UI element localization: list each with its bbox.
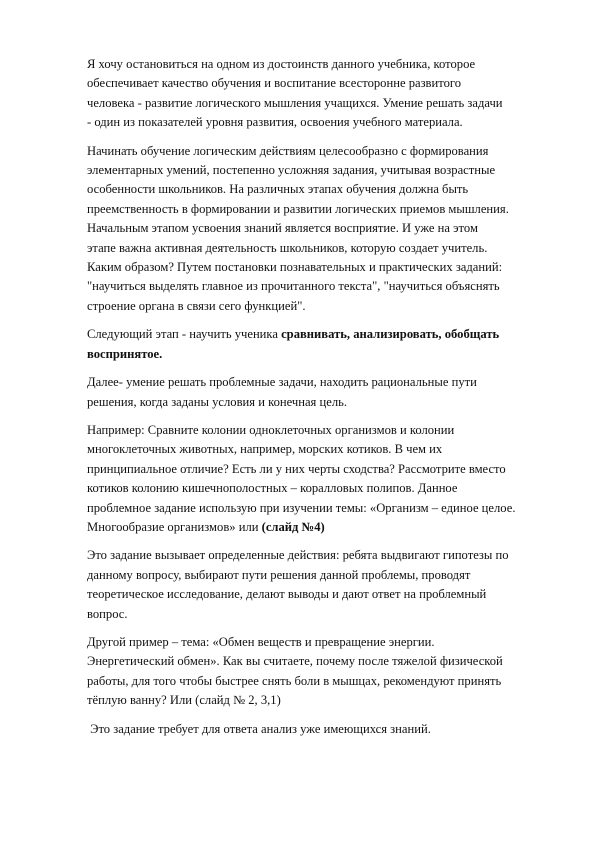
text-line: обеспечивает качество обучения и воспитание всесторонне развитого xyxy=(87,76,462,91)
text-plain: Следующий этап - научить ученика xyxy=(87,327,282,342)
text-line: данному вопросу, выбирают пути решения данной проблемы, проводят xyxy=(87,567,471,582)
text-bold-emphasis: воспринятое. xyxy=(87,346,163,361)
paragraph-example-colonies xyxy=(87,421,527,537)
slide-reference: (слайд №4) xyxy=(261,519,325,534)
paragraph-logical-actions xyxy=(87,142,527,317)
text-line: тёплую ванну? Или (слайд № 2, 3,1) xyxy=(87,693,281,708)
text-line: котиков колонию кишечнополостных – коралловых полипов. Данное xyxy=(87,481,458,496)
text-line: Начинать обучение логическим действиям целесообразно с формирования xyxy=(87,143,489,158)
text-bold-emphasis: сравнивать, анализировать, обобщать xyxy=(281,327,500,342)
document-body xyxy=(87,55,527,748)
paragraph-task-actions xyxy=(87,546,527,624)
text-line: работы, для того чтобы быстрее снять боли в мышцах, рекомендуют принять xyxy=(87,673,502,688)
paragraph-next-stage xyxy=(87,325,527,364)
text-line xyxy=(87,518,527,537)
text-line: человека - развитие логического мышления учащихся. Умение решать задачи xyxy=(87,95,503,110)
text-line: строение органа в связи сего функцией". xyxy=(87,298,306,313)
paragraph-problem-tasks xyxy=(87,373,527,412)
text-line: проблемное задание использую при изучении темы: «Организм – единое целое. xyxy=(87,500,516,515)
text-line: Энергетический обмен». Как вы считаете, почему после тяжелой физической xyxy=(87,654,503,669)
text-line: этапе важна активная деятельность школьников, которую создает учитель. xyxy=(87,240,488,255)
text-line: Это задание вызывает определенные действия: ребята выдвигают гипотезы по xyxy=(87,548,509,563)
text-plain: Многообразие организмов» или xyxy=(87,519,262,534)
text-line: решения, когда заданы условия и конечная цель. xyxy=(87,394,347,409)
text-line: теоретическое исследование, делают выводы и дают ответ на проблемный xyxy=(87,587,487,602)
text-line: вопрос. xyxy=(87,606,128,621)
text-line: принципиальное отличие? Есть ли у них черты сходства? Рассмотрите вместо xyxy=(87,461,506,476)
text-line xyxy=(87,325,527,344)
text-line: - один из показателей уровня развития, освоения учебного материала. xyxy=(87,115,463,130)
text-line: элементарных умений, постепенно усложняя задания, учитывая возрастные xyxy=(87,163,496,178)
text-line: преемственность в формировании и развитии логических приемов мышления. xyxy=(87,201,509,216)
text-line: Каким образом? Путем постановки познавательных и практических заданий: xyxy=(87,260,503,275)
text-line: "научиться выделять главное из прочитанного текста", "научиться объяснять xyxy=(87,279,500,294)
text-line: Начальным этапом усвоения знаний является восприятие. И уже на этом xyxy=(87,221,478,236)
text-line: Например: Сравните колонии одноклеточных организмов и колонии xyxy=(87,422,455,437)
paragraph-another-example xyxy=(87,633,527,711)
text-line: особенности школьников. На различных этапах обучения должна быть xyxy=(87,182,469,197)
text-line: Другой пример – тема: «Обмен веществ и превращение энергии. xyxy=(87,634,435,649)
text-line: Далее- умение решать проблемные задачи, находить рациональные пути xyxy=(87,375,477,390)
paragraph-textbook-advantage xyxy=(87,55,527,133)
text-line: Я хочу остановиться на одном из достоинств данного учебника, которое xyxy=(87,57,476,71)
paragraph-analysis xyxy=(87,720,527,739)
text-line: многоклеточных животных, например, морских котиков. В чем их xyxy=(87,442,443,457)
text-line: Это задание требует для ответа анализ уже имеющихся знаний. xyxy=(87,721,431,736)
